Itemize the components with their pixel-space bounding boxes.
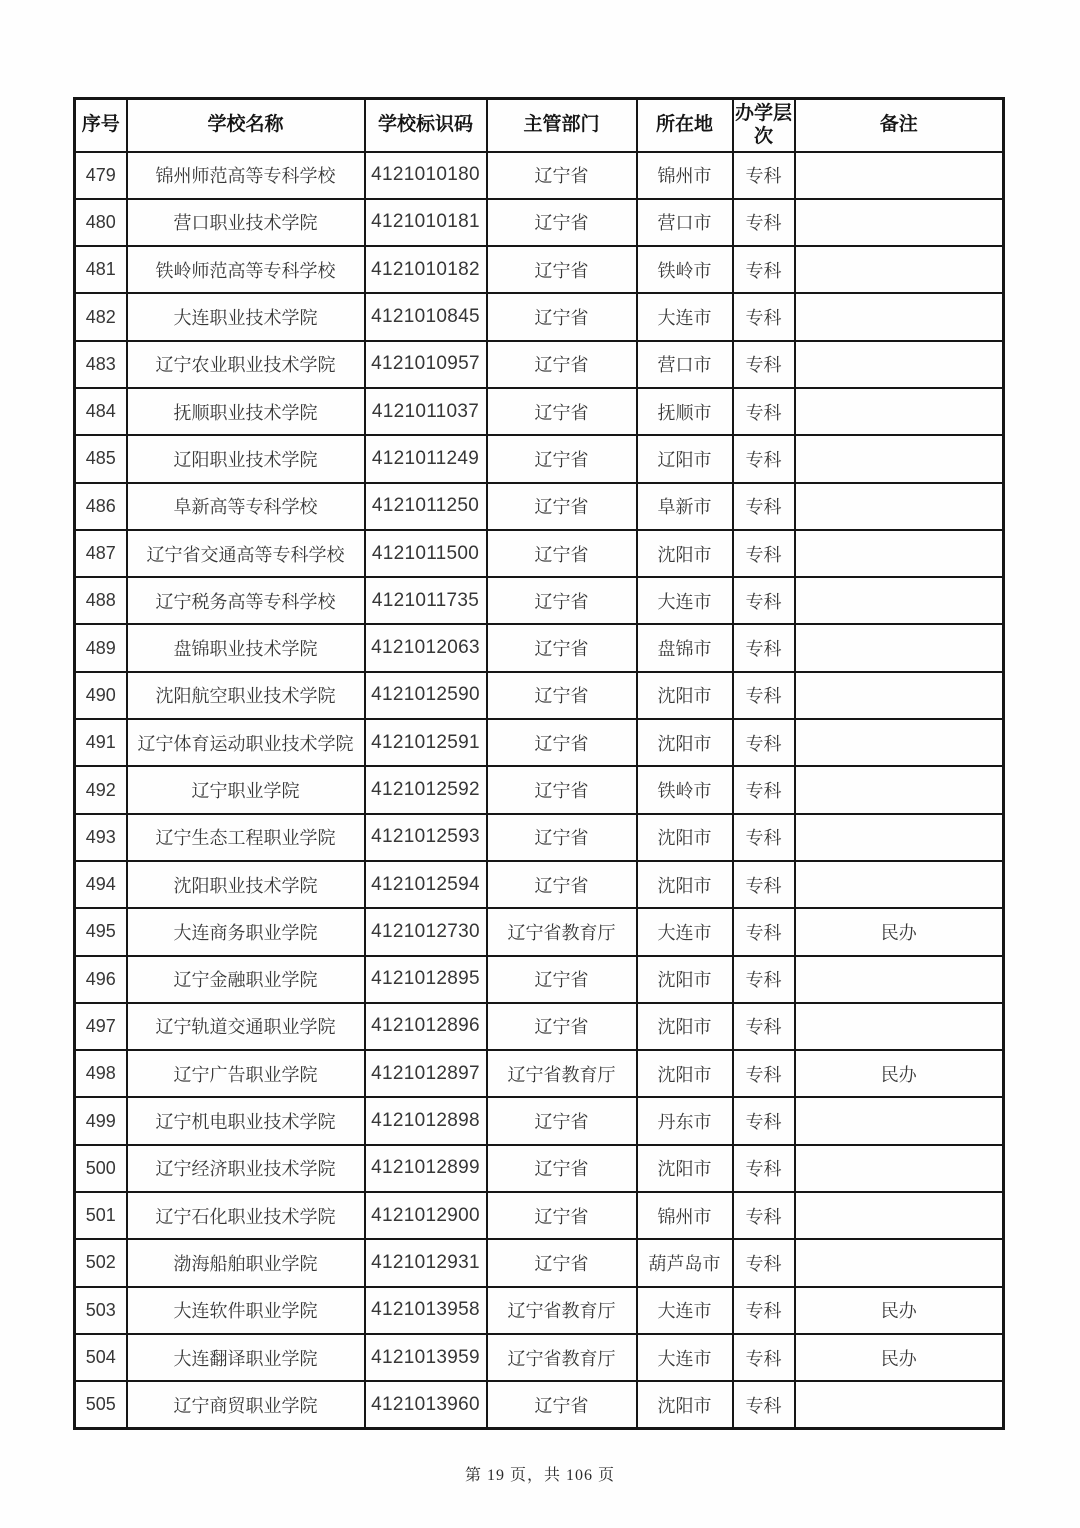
department-cell: 辽宁省教育厅 bbox=[487, 1050, 637, 1097]
level-cell: 专科 bbox=[733, 719, 795, 766]
school-name-cell: 大连商务职业学院 bbox=[127, 908, 365, 955]
note-cell bbox=[795, 1145, 1004, 1192]
school-code-cell: 4121011735 bbox=[365, 577, 487, 624]
department-cell: 辽宁省 bbox=[487, 1003, 637, 1050]
level-cell: 专科 bbox=[733, 1097, 795, 1144]
level-cell: 专科 bbox=[733, 672, 795, 719]
city-cell: 锦州市 bbox=[637, 1192, 733, 1239]
department-cell: 辽宁省 bbox=[487, 672, 637, 719]
school-name-cell: 辽宁机电职业技术学院 bbox=[127, 1097, 365, 1144]
school-name-cell: 大连翻译职业学院 bbox=[127, 1334, 365, 1381]
table-row bbox=[75, 814, 1004, 861]
department-cell: 辽宁省 bbox=[487, 577, 637, 624]
department-cell: 辽宁省 bbox=[487, 530, 637, 577]
department-cell: 辽宁省 bbox=[487, 388, 637, 435]
level-cell: 专科 bbox=[733, 199, 795, 246]
serial-cell: 499 bbox=[75, 1097, 127, 1144]
table-row bbox=[75, 530, 1004, 577]
note-cell bbox=[795, 1239, 1004, 1286]
school-code-cell: 4121010845 bbox=[365, 293, 487, 340]
note-cell: 民办 bbox=[795, 908, 1004, 955]
school-name-cell: 辽宁石化职业技术学院 bbox=[127, 1192, 365, 1239]
department-cell: 辽宁省 bbox=[487, 956, 637, 1003]
note-cell bbox=[795, 577, 1004, 624]
table-row bbox=[75, 388, 1004, 435]
school-code-cell: 4121011037 bbox=[365, 388, 487, 435]
school-name-cell: 辽宁税务高等专科学校 bbox=[127, 577, 365, 624]
table-row bbox=[75, 577, 1004, 624]
note-cell bbox=[795, 814, 1004, 861]
note-cell bbox=[795, 530, 1004, 577]
school-code-cell: 4121013959 bbox=[365, 1334, 487, 1381]
city-cell: 沈阳市 bbox=[637, 814, 733, 861]
department-cell: 辽宁省 bbox=[487, 1239, 637, 1286]
serial-cell: 497 bbox=[75, 1003, 127, 1050]
school-code-cell: 4121013960 bbox=[365, 1381, 487, 1428]
column-header-city: 所在地 bbox=[637, 99, 733, 152]
school-name-cell: 大连软件职业学院 bbox=[127, 1287, 365, 1334]
level-cell: 专科 bbox=[733, 293, 795, 340]
note-cell bbox=[795, 1381, 1004, 1428]
serial-cell: 479 bbox=[75, 152, 127, 199]
note-cell bbox=[795, 719, 1004, 766]
note-cell bbox=[795, 672, 1004, 719]
serial-cell: 486 bbox=[75, 483, 127, 530]
table-row bbox=[75, 1050, 1004, 1097]
serial-cell: 481 bbox=[75, 246, 127, 293]
note-cell bbox=[795, 624, 1004, 671]
school-code-cell: 4121013958 bbox=[365, 1287, 487, 1334]
column-header-school-name: 学校名称 bbox=[127, 99, 365, 152]
table-row bbox=[75, 152, 1004, 199]
department-cell: 辽宁省 bbox=[487, 1192, 637, 1239]
note-cell: 民办 bbox=[795, 1287, 1004, 1334]
level-cell: 专科 bbox=[733, 1003, 795, 1050]
school-code-cell: 4121012594 bbox=[365, 861, 487, 908]
school-name-cell: 辽宁轨道交通职业学院 bbox=[127, 1003, 365, 1050]
note-cell bbox=[795, 293, 1004, 340]
column-header-school-code: 学校标识码 bbox=[365, 99, 487, 152]
table-row bbox=[75, 1097, 1004, 1144]
level-cell: 专科 bbox=[733, 814, 795, 861]
school-code-cell: 4121012591 bbox=[365, 719, 487, 766]
department-cell: 辽宁省 bbox=[487, 199, 637, 246]
note-cell bbox=[795, 766, 1004, 813]
note-cell bbox=[795, 1097, 1004, 1144]
serial-cell: 493 bbox=[75, 814, 127, 861]
column-header-department: 主管部门 bbox=[487, 99, 637, 152]
city-cell: 阜新市 bbox=[637, 483, 733, 530]
column-header-level: 办学层次 bbox=[733, 99, 795, 152]
school-code-cell: 4121012730 bbox=[365, 908, 487, 955]
serial-cell: 487 bbox=[75, 530, 127, 577]
serial-cell: 480 bbox=[75, 199, 127, 246]
page-number-footer: 第 19 页，共 106 页 bbox=[464, 1467, 615, 1484]
school-name-cell: 阜新高等专科学校 bbox=[127, 483, 365, 530]
city-cell: 沈阳市 bbox=[637, 1050, 733, 1097]
school-name-cell: 辽阳职业技术学院 bbox=[127, 435, 365, 482]
serial-cell: 483 bbox=[75, 341, 127, 388]
department-cell: 辽宁省 bbox=[487, 341, 637, 388]
table-row bbox=[75, 672, 1004, 719]
school-name-cell: 抚顺职业技术学院 bbox=[127, 388, 365, 435]
level-cell: 专科 bbox=[733, 956, 795, 1003]
table-row bbox=[75, 956, 1004, 1003]
city-cell: 大连市 bbox=[637, 1287, 733, 1334]
table-row bbox=[75, 1239, 1004, 1286]
level-cell: 专科 bbox=[733, 1145, 795, 1192]
school-code-cell: 4121010180 bbox=[365, 152, 487, 199]
note-cell bbox=[795, 341, 1004, 388]
department-cell: 辽宁省教育厅 bbox=[487, 1287, 637, 1334]
note-cell bbox=[795, 388, 1004, 435]
city-cell: 辽阳市 bbox=[637, 435, 733, 482]
department-cell: 辽宁省 bbox=[487, 719, 637, 766]
level-cell: 专科 bbox=[733, 1334, 795, 1381]
school-code-cell: 4121012895 bbox=[365, 956, 487, 1003]
level-cell: 专科 bbox=[733, 861, 795, 908]
school-code-cell: 4121010182 bbox=[365, 246, 487, 293]
department-cell: 辽宁省 bbox=[487, 435, 637, 482]
school-name-cell: 沈阳职业技术学院 bbox=[127, 861, 365, 908]
level-cell: 专科 bbox=[733, 766, 795, 813]
serial-cell: 502 bbox=[75, 1239, 127, 1286]
serial-cell: 492 bbox=[75, 766, 127, 813]
department-cell: 辽宁省 bbox=[487, 1381, 637, 1428]
city-cell: 大连市 bbox=[637, 908, 733, 955]
table-row bbox=[75, 719, 1004, 766]
serial-cell: 491 bbox=[75, 719, 127, 766]
table-row bbox=[75, 624, 1004, 671]
department-cell: 辽宁省 bbox=[487, 293, 637, 340]
level-cell: 专科 bbox=[733, 152, 795, 199]
level-cell: 专科 bbox=[733, 1287, 795, 1334]
school-name-cell: 辽宁金融职业学院 bbox=[127, 956, 365, 1003]
school-name-cell: 渤海船舶职业学院 bbox=[127, 1239, 365, 1286]
school-code-cell: 4121012899 bbox=[365, 1145, 487, 1192]
school-code-cell: 4121012897 bbox=[365, 1050, 487, 1097]
level-cell: 专科 bbox=[733, 341, 795, 388]
school-name-cell: 辽宁职业学院 bbox=[127, 766, 365, 813]
table-row bbox=[75, 1287, 1004, 1334]
serial-cell: 500 bbox=[75, 1145, 127, 1192]
level-cell: 专科 bbox=[733, 1192, 795, 1239]
school-name-cell: 营口职业技术学院 bbox=[127, 199, 365, 246]
serial-cell: 505 bbox=[75, 1381, 127, 1428]
department-cell: 辽宁省 bbox=[487, 246, 637, 293]
school-name-cell: 铁岭师范高等专科学校 bbox=[127, 246, 365, 293]
school-code-cell: 4121012063 bbox=[365, 624, 487, 671]
serial-cell: 501 bbox=[75, 1192, 127, 1239]
city-cell: 沈阳市 bbox=[637, 672, 733, 719]
serial-cell: 488 bbox=[75, 577, 127, 624]
serial-cell: 485 bbox=[75, 435, 127, 482]
serial-cell: 504 bbox=[75, 1334, 127, 1381]
column-header-note: 备注 bbox=[795, 99, 1004, 152]
serial-cell: 482 bbox=[75, 293, 127, 340]
department-cell: 辽宁省 bbox=[487, 483, 637, 530]
level-cell: 专科 bbox=[733, 1239, 795, 1286]
city-cell: 营口市 bbox=[637, 341, 733, 388]
department-cell: 辽宁省 bbox=[487, 152, 637, 199]
city-cell: 大连市 bbox=[637, 577, 733, 624]
city-cell: 铁岭市 bbox=[637, 766, 733, 813]
serial-cell: 495 bbox=[75, 908, 127, 955]
city-cell: 抚顺市 bbox=[637, 388, 733, 435]
table-row bbox=[75, 293, 1004, 340]
table-row bbox=[75, 435, 1004, 482]
table-row bbox=[75, 766, 1004, 813]
school-code-cell: 4121010957 bbox=[365, 341, 487, 388]
school-code-cell: 4121011500 bbox=[365, 530, 487, 577]
level-cell: 专科 bbox=[733, 246, 795, 293]
level-cell: 专科 bbox=[733, 388, 795, 435]
table-row bbox=[75, 1381, 1004, 1428]
table-body bbox=[75, 152, 1004, 1429]
note-cell bbox=[795, 435, 1004, 482]
serial-cell: 498 bbox=[75, 1050, 127, 1097]
department-cell: 辽宁省 bbox=[487, 624, 637, 671]
note-cell bbox=[795, 1192, 1004, 1239]
level-cell: 专科 bbox=[733, 1050, 795, 1097]
note-cell: 民办 bbox=[795, 1050, 1004, 1097]
school-code-cell: 4121012900 bbox=[365, 1192, 487, 1239]
city-cell: 沈阳市 bbox=[637, 956, 733, 1003]
school-name-cell: 辽宁生态工程职业学院 bbox=[127, 814, 365, 861]
level-cell: 专科 bbox=[733, 577, 795, 624]
city-cell: 沈阳市 bbox=[637, 530, 733, 577]
school-code-cell: 4121012898 bbox=[365, 1097, 487, 1144]
level-cell: 专科 bbox=[733, 1381, 795, 1428]
city-cell: 铁岭市 bbox=[637, 246, 733, 293]
department-cell: 辽宁省 bbox=[487, 814, 637, 861]
table-row bbox=[75, 908, 1004, 955]
department-cell: 辽宁省 bbox=[487, 766, 637, 813]
column-header-serial: 序号 bbox=[75, 99, 127, 152]
city-cell: 大连市 bbox=[637, 293, 733, 340]
table-row bbox=[75, 483, 1004, 530]
note-cell bbox=[795, 956, 1004, 1003]
level-cell: 专科 bbox=[733, 624, 795, 671]
level-cell: 专科 bbox=[733, 530, 795, 577]
school-name-cell: 大连职业技术学院 bbox=[127, 293, 365, 340]
note-cell bbox=[795, 152, 1004, 199]
school-code-cell: 4121012896 bbox=[365, 1003, 487, 1050]
school-name-cell: 辽宁广告职业学院 bbox=[127, 1050, 365, 1097]
serial-cell: 494 bbox=[75, 861, 127, 908]
serial-cell: 490 bbox=[75, 672, 127, 719]
school-name-cell: 辽宁农业职业技术学院 bbox=[127, 341, 365, 388]
department-cell: 辽宁省教育厅 bbox=[487, 908, 637, 955]
school-name-cell: 辽宁省交通高等专科学校 bbox=[127, 530, 365, 577]
school-code-cell: 4121010181 bbox=[365, 199, 487, 246]
table-row bbox=[75, 341, 1004, 388]
city-cell: 沈阳市 bbox=[637, 719, 733, 766]
city-cell: 沈阳市 bbox=[637, 861, 733, 908]
department-cell: 辽宁省 bbox=[487, 861, 637, 908]
city-cell: 大连市 bbox=[637, 1334, 733, 1381]
city-cell: 葫芦岛市 bbox=[637, 1239, 733, 1286]
note-cell bbox=[795, 199, 1004, 246]
table-row bbox=[75, 199, 1004, 246]
serial-cell: 489 bbox=[75, 624, 127, 671]
table-row bbox=[75, 1003, 1004, 1050]
table-row bbox=[75, 1145, 1004, 1192]
school-code-cell: 4121012931 bbox=[365, 1239, 487, 1286]
school-code-cell: 4121011250 bbox=[365, 483, 487, 530]
note-cell: 民办 bbox=[795, 1334, 1004, 1381]
school-name-cell: 盘锦职业技术学院 bbox=[127, 624, 365, 671]
school-name-cell: 辽宁商贸职业学院 bbox=[127, 1381, 365, 1428]
table-row bbox=[75, 1334, 1004, 1381]
department-cell: 辽宁省 bbox=[487, 1145, 637, 1192]
school-code-cell: 4121012592 bbox=[365, 766, 487, 813]
serial-cell: 496 bbox=[75, 956, 127, 1003]
table-header-row bbox=[75, 99, 1004, 152]
school-code-cell: 4121012593 bbox=[365, 814, 487, 861]
city-cell: 丹东市 bbox=[637, 1097, 733, 1144]
table-row bbox=[75, 246, 1004, 293]
level-cell: 专科 bbox=[733, 435, 795, 482]
school-list-table bbox=[73, 97, 1005, 1430]
note-cell bbox=[795, 483, 1004, 530]
level-cell: 专科 bbox=[733, 908, 795, 955]
city-cell: 锦州市 bbox=[637, 152, 733, 199]
city-cell: 盘锦市 bbox=[637, 624, 733, 671]
school-name-cell: 辽宁体育运动职业技术学院 bbox=[127, 719, 365, 766]
city-cell: 营口市 bbox=[637, 199, 733, 246]
school-name-cell: 沈阳航空职业技术学院 bbox=[127, 672, 365, 719]
city-cell: 沈阳市 bbox=[637, 1381, 733, 1428]
department-cell: 辽宁省 bbox=[487, 1097, 637, 1144]
serial-cell: 484 bbox=[75, 388, 127, 435]
school-code-cell: 4121012590 bbox=[365, 672, 487, 719]
school-name-cell: 锦州师范高等专科学校 bbox=[127, 152, 365, 199]
table-row bbox=[75, 1192, 1004, 1239]
note-cell bbox=[795, 861, 1004, 908]
city-cell: 沈阳市 bbox=[637, 1003, 733, 1050]
table-row bbox=[75, 861, 1004, 908]
serial-cell: 503 bbox=[75, 1287, 127, 1334]
school-code-cell: 4121011249 bbox=[365, 435, 487, 482]
level-cell: 专科 bbox=[733, 483, 795, 530]
note-cell bbox=[795, 1003, 1004, 1050]
department-cell: 辽宁省教育厅 bbox=[487, 1334, 637, 1381]
school-name-cell: 辽宁经济职业技术学院 bbox=[127, 1145, 365, 1192]
note-cell bbox=[795, 246, 1004, 293]
city-cell: 沈阳市 bbox=[637, 1145, 733, 1192]
